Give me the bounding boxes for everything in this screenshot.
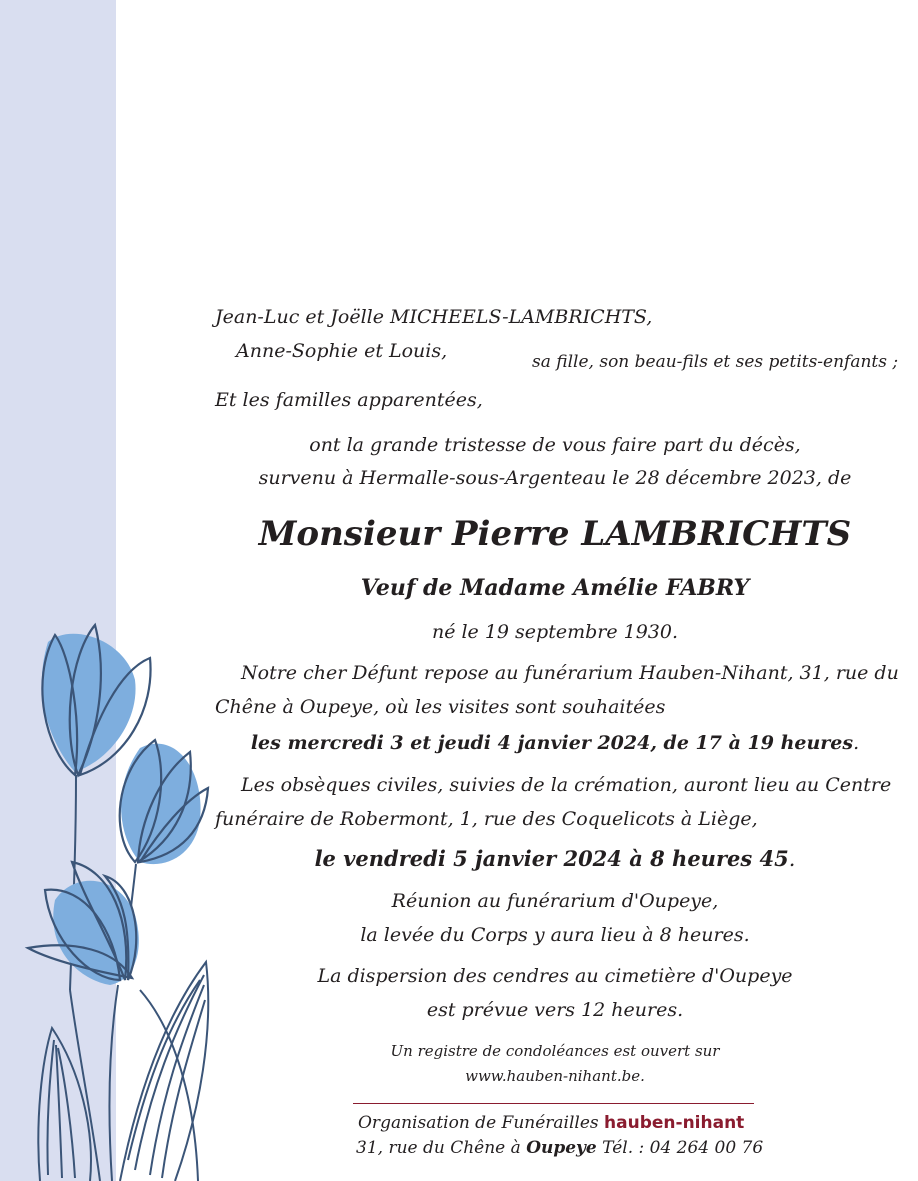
announcement-line-2: survenu à Hermalle-sous-Argenteau le 28 décembre 2023, de [258, 467, 852, 489]
tulip-illustration [0, 600, 240, 1181]
visitation-dates-text: les mercredi 3 et jeudi 4 janvier 2024, de 17 à 19 heures [250, 732, 854, 754]
visitation-dates-end: . [853, 732, 860, 754]
birth-date: né le 19 septembre 1930. [431, 621, 679, 643]
meeting-line-2: la levée du Corps y aura lieu à 8 heures. [360, 924, 750, 946]
leaf-left [38, 1028, 91, 1181]
footer-divider [353, 1103, 754, 1104]
family-relation: sa fille, son beau-fils et ses petits-enfants ; [532, 352, 899, 372]
family-line-3: Et les familles apparentées, [215, 389, 483, 411]
tulip-lower [28, 862, 139, 1181]
ceremony-line-1: Les obsèques civiles, suivies de la crémation, auront lieu au Centre [241, 774, 892, 796]
family-line-2: Anne-Sophie et Louis, [236, 340, 448, 362]
visitation-line-1: Notre cher Défunt repose au funérarium Hauben-Nihant, 31, rue du [241, 662, 899, 684]
footer-town: Oupeye [526, 1138, 597, 1158]
dispersion-line-2: est prévue vers 12 heures. [426, 999, 684, 1021]
widow-of: Veuf de Madame Amélie FABRY [360, 575, 750, 601]
family-line-1: Jean-Luc et Joëlle MICHEELS-LAMBRICHTS, [215, 306, 653, 328]
registry-link[interactable]: www.hauben-nihant.be. [465, 1067, 645, 1085]
meeting-line-1: Réunion au funérarium d'Oupeye, [391, 890, 719, 912]
stem-curves [70, 990, 198, 1181]
ceremony-line-2: funéraire de Robermont, 1, rue des Coquelicots à Liège, [215, 808, 758, 830]
footer-address [356, 1138, 763, 1158]
ceremony-date-end: . [788, 847, 796, 871]
ceremony-date-text: le vendredi 5 janvier 2024 à 8 heures 45 [314, 846, 789, 871]
footer-address-prefix: 31, rue du Chêne à [356, 1138, 521, 1158]
footer-phone: Tél. : 04 264 00 76 [602, 1138, 764, 1158]
footer-org-prefix: Organisation de Funérailles [358, 1113, 599, 1133]
footer-organisation [358, 1113, 744, 1133]
dispersion-line-1: La dispersion des cendres au cimetière d'Oupeye [317, 965, 793, 987]
announcement-line-1: ont la grande tristesse de vous faire part du décès, [309, 434, 801, 456]
visitation-line-2: Chêne à Oupeye, où les visites sont souhaitées [215, 696, 666, 718]
registry-line-1: Un registre de condoléances est ouvert sur [390, 1042, 720, 1060]
brand-logo: hauben-nihant [604, 1113, 745, 1133]
ceremony-date [215, 846, 895, 871]
deceased-name: Monsieur Pierre LAMBRICHTS [258, 514, 852, 554]
visitation-dates [215, 732, 895, 754]
